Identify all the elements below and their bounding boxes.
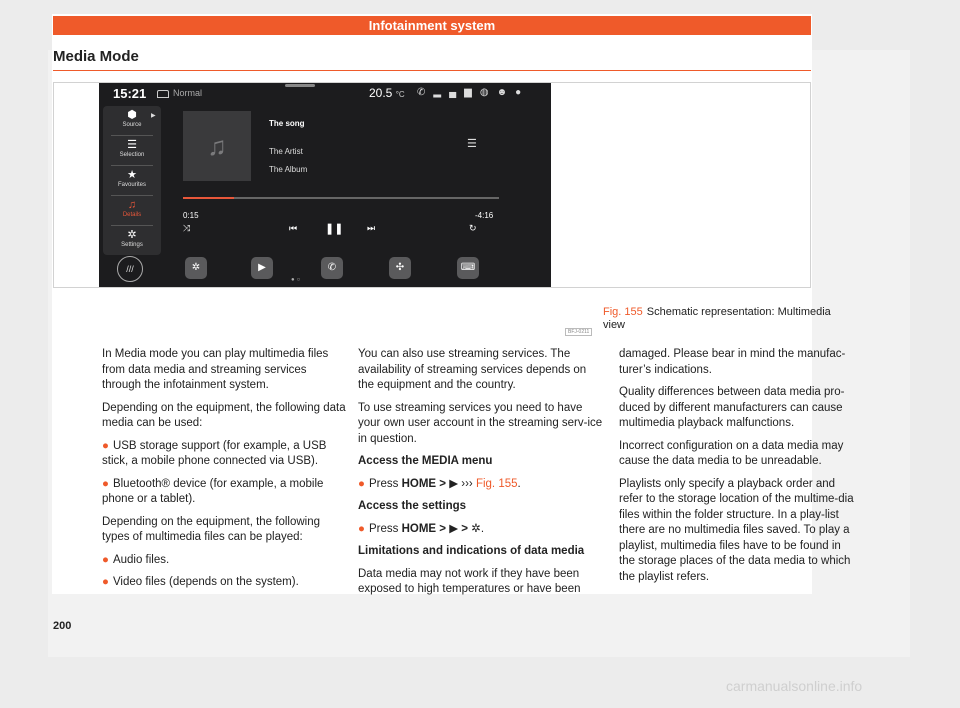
sidebar-label: Favourites bbox=[117, 182, 146, 188]
column-1 bbox=[102, 347, 348, 598]
title-rule bbox=[53, 70, 811, 71]
elapsed-time: 0:15 bbox=[183, 211, 199, 220]
paragraph: Data media may not work if they have been exposed to high temperatures or have been bbox=[358, 567, 581, 595]
gear-icon: ✲ bbox=[127, 229, 137, 241]
temperature-value: 20.5 bbox=[369, 86, 393, 100]
figure-caption bbox=[603, 306, 848, 332]
gear-icon: ✲ bbox=[471, 522, 481, 535]
sidebar-label: Selection bbox=[119, 152, 145, 158]
sidebar-label: Details bbox=[122, 212, 142, 218]
cube-icon: ⬢ bbox=[127, 109, 137, 121]
user-icon: ☻ bbox=[496, 87, 516, 98]
play-icon: ▶ bbox=[449, 477, 459, 490]
figure-link[interactable]: Fig. 155 bbox=[475, 477, 518, 490]
paragraph: damaged. Please bear in mind the manufac-turer’s indications. bbox=[619, 348, 846, 376]
list-item-text: Bluetooth® device (for example, a mobile phone or a tablet). bbox=[102, 477, 324, 505]
album-name: The Album bbox=[269, 165, 308, 174]
bullet-icon: ● bbox=[358, 522, 365, 535]
play-arrow-icon: ▶ bbox=[151, 113, 156, 119]
column-3 bbox=[619, 347, 859, 592]
phone-icon: ✆ bbox=[321, 257, 343, 279]
page-indicator-dots: ●○ bbox=[291, 277, 303, 283]
bullet-icon: ● bbox=[102, 553, 109, 566]
shuffle-icon: ⤨ bbox=[183, 223, 191, 233]
paragraph: Incorrect configuration on a data media may cause the data media to be unreadable. bbox=[619, 439, 844, 467]
infotainment-screen bbox=[99, 83, 551, 287]
caption-number: Fig. 155 bbox=[603, 306, 643, 318]
paragraph: Depending on the equipment, the following types of multimedia files can be played: bbox=[102, 515, 321, 543]
menu-icon: /// bbox=[117, 256, 143, 282]
list-item bbox=[102, 575, 348, 591]
bullet-icon: ● bbox=[102, 477, 109, 490]
sidebar-item-details bbox=[103, 196, 161, 226]
subheading: Access the settings bbox=[358, 500, 467, 512]
subheading: Limitations and indications of data media bbox=[358, 545, 585, 557]
media-play-icon: ▶ bbox=[251, 257, 273, 279]
star-icon: ★ bbox=[127, 169, 137, 181]
watermark: carmanualsonline.info bbox=[726, 678, 863, 694]
list-item bbox=[102, 553, 348, 569]
paragraph: Depending on the equipment, the following data media can be used: bbox=[102, 401, 346, 429]
settings-gear-icon: ✲ bbox=[185, 257, 207, 279]
song-title: The song bbox=[269, 119, 305, 128]
sidebar-label: Source bbox=[122, 122, 142, 128]
list-item-text: USB storage support (for example, a USB stick, a mobile phone connected via USB). bbox=[102, 439, 327, 467]
menu-separator: > bbox=[461, 522, 468, 535]
globe-icon: ◍ bbox=[479, 87, 497, 98]
album-art bbox=[183, 111, 251, 181]
drive-mode-label: Normal bbox=[173, 88, 203, 98]
menu-path: HOME > bbox=[401, 522, 446, 535]
page-number: 200 bbox=[53, 620, 72, 632]
figure-ref-code: BFJ-0211 bbox=[565, 328, 592, 336]
list-item-text: Video files (depends on the system). bbox=[112, 576, 299, 588]
music-note-icon: ♫ bbox=[127, 199, 137, 211]
repeat-icon: ↻ bbox=[469, 223, 477, 233]
bottom-dock bbox=[99, 253, 551, 287]
progress-track bbox=[183, 197, 499, 199]
pull-down-handle bbox=[285, 84, 315, 87]
sidebar-item-favourites bbox=[103, 166, 161, 196]
paragraph: Playlists only specify a playback order and refer to the storage location of the multime-dia files within the folder structure. In a play-list there are no multimedia files saved. To play a playlist, multimedia files have to be found in the storage places of the data media to which the playlist refers. bbox=[619, 477, 854, 583]
music-note-icon: ♫ bbox=[207, 130, 227, 161]
car-icon bbox=[157, 90, 169, 98]
chapter-header: Infotainment system bbox=[53, 16, 811, 35]
play-icon: ▶ bbox=[449, 522, 459, 535]
caption-text: Schematic representation: Multimedia view bbox=[603, 306, 831, 331]
fan-icon: ✣ bbox=[389, 257, 411, 279]
reference-arrows: ››› bbox=[461, 477, 473, 490]
next-track-icon: ⏭ bbox=[367, 223, 376, 233]
list-item-text: Press bbox=[368, 477, 399, 490]
list-icon: ☰ bbox=[127, 139, 137, 151]
list-item: ● Press HOME > ▶ > ✲. bbox=[358, 522, 485, 535]
subheading: Access the MEDIA menu bbox=[358, 455, 493, 467]
remaining-time: -4:16 bbox=[475, 211, 494, 220]
list-item: ● Press HOME > ▶ ››› Fig. 155. bbox=[358, 477, 521, 490]
pause-icon: ❚❚ bbox=[325, 223, 344, 235]
list-item bbox=[102, 477, 348, 508]
clock: 15:21 bbox=[113, 86, 147, 101]
temperature bbox=[369, 86, 405, 100]
column-2 bbox=[358, 347, 604, 605]
bullet-icon: ● bbox=[102, 576, 109, 588]
paragraph: Quality differences between data media pro-duced by different manufacturers can cause multimedia playback malfunctions. bbox=[619, 386, 845, 429]
paragraph: To use streaming services you need to have your own user account in the streaming serv-ice in question. bbox=[358, 401, 603, 445]
playlist-icon: ☰ bbox=[467, 138, 477, 150]
paragraph: In Media mode you can play multimedia files from data media and streaming services through the infotainment system. bbox=[102, 348, 329, 391]
sidebar-item-settings bbox=[103, 226, 161, 256]
artist-name: The Artist bbox=[269, 147, 303, 156]
list-item bbox=[102, 439, 348, 470]
previous-track-icon: ⏮ bbox=[289, 223, 298, 233]
status-icons bbox=[417, 87, 529, 98]
status-bar bbox=[99, 83, 551, 103]
bullet-icon: ● bbox=[102, 439, 109, 452]
section-title: Media Mode bbox=[53, 48, 139, 65]
phone-icon: ✆ bbox=[417, 87, 434, 98]
sidebar-item-source bbox=[103, 106, 161, 136]
drive-mode bbox=[157, 88, 202, 98]
signal-icon: ▂▄▆ bbox=[433, 87, 480, 98]
media-sidebar bbox=[103, 106, 161, 255]
list-item-text: Audio files. bbox=[112, 553, 170, 566]
list-item-text: Press bbox=[368, 522, 399, 535]
progress-fill bbox=[183, 197, 234, 199]
temperature-unit: °C bbox=[395, 90, 405, 99]
notification-icon: ● bbox=[515, 87, 530, 98]
keyboard-icon: ⌨ bbox=[457, 257, 479, 279]
bullet-icon: ● bbox=[358, 477, 365, 490]
menu-path: HOME > bbox=[401, 477, 446, 490]
sidebar-label: Settings bbox=[121, 242, 143, 248]
paragraph: You can also use streaming services. The availability of streaming services depends on the equipment and the country. bbox=[358, 348, 587, 391]
sidebar-item-selection bbox=[103, 136, 161, 166]
